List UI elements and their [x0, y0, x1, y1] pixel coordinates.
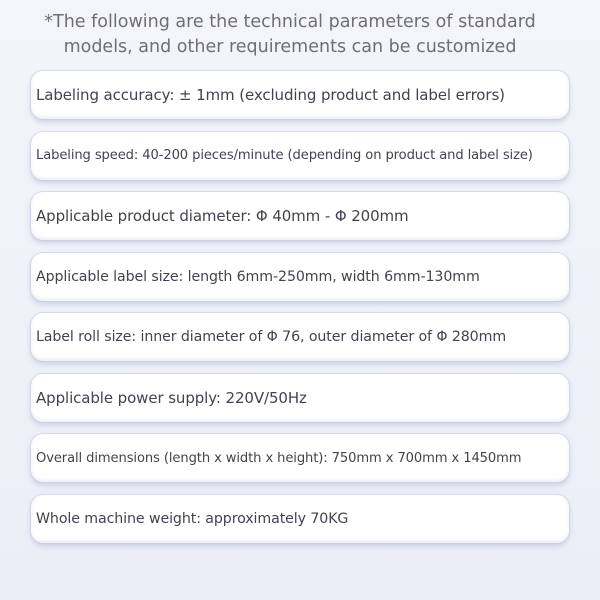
param-labeling-accuracy	[31, 71, 569, 119]
param-machine-weight	[31, 495, 569, 543]
param-text: Label roll size: inner diameter of Φ 76, outer diameter of Φ 280mm	[36, 329, 507, 345]
param-text: Overall dimensions (length x width x height): 750mm x 700mm x 1450mm	[36, 450, 522, 466]
param-label-size	[31, 253, 569, 301]
header-line-1: *The following are the technical parameters of standard	[44, 12, 536, 32]
header-line-2: models, and other requirements can be customized	[63, 37, 517, 57]
param-product-diameter	[31, 192, 569, 240]
parameter-list	[31, 71, 569, 555]
param-labeling-speed	[31, 132, 569, 180]
param-text: Whole machine weight: approximately 70KG	[36, 510, 349, 527]
param-text: Labeling speed: 40-200 pieces/minute (depending on product and label size)	[36, 148, 533, 163]
param-text: Labeling accuracy: ± 1mm (excluding product and label errors)	[36, 86, 505, 104]
param-overall-dimensions	[31, 434, 569, 482]
param-text: Applicable label size: length 6mm-250mm, width 6mm-130mm	[36, 268, 480, 285]
header-note	[0, 10, 580, 60]
param-power-supply	[31, 374, 569, 422]
param-text: Applicable product diameter: Φ 40mm - Φ 200mm	[36, 207, 409, 225]
param-label-roll-size	[31, 313, 569, 361]
param-text: Applicable power supply: 220V/50Hz	[36, 388, 307, 407]
